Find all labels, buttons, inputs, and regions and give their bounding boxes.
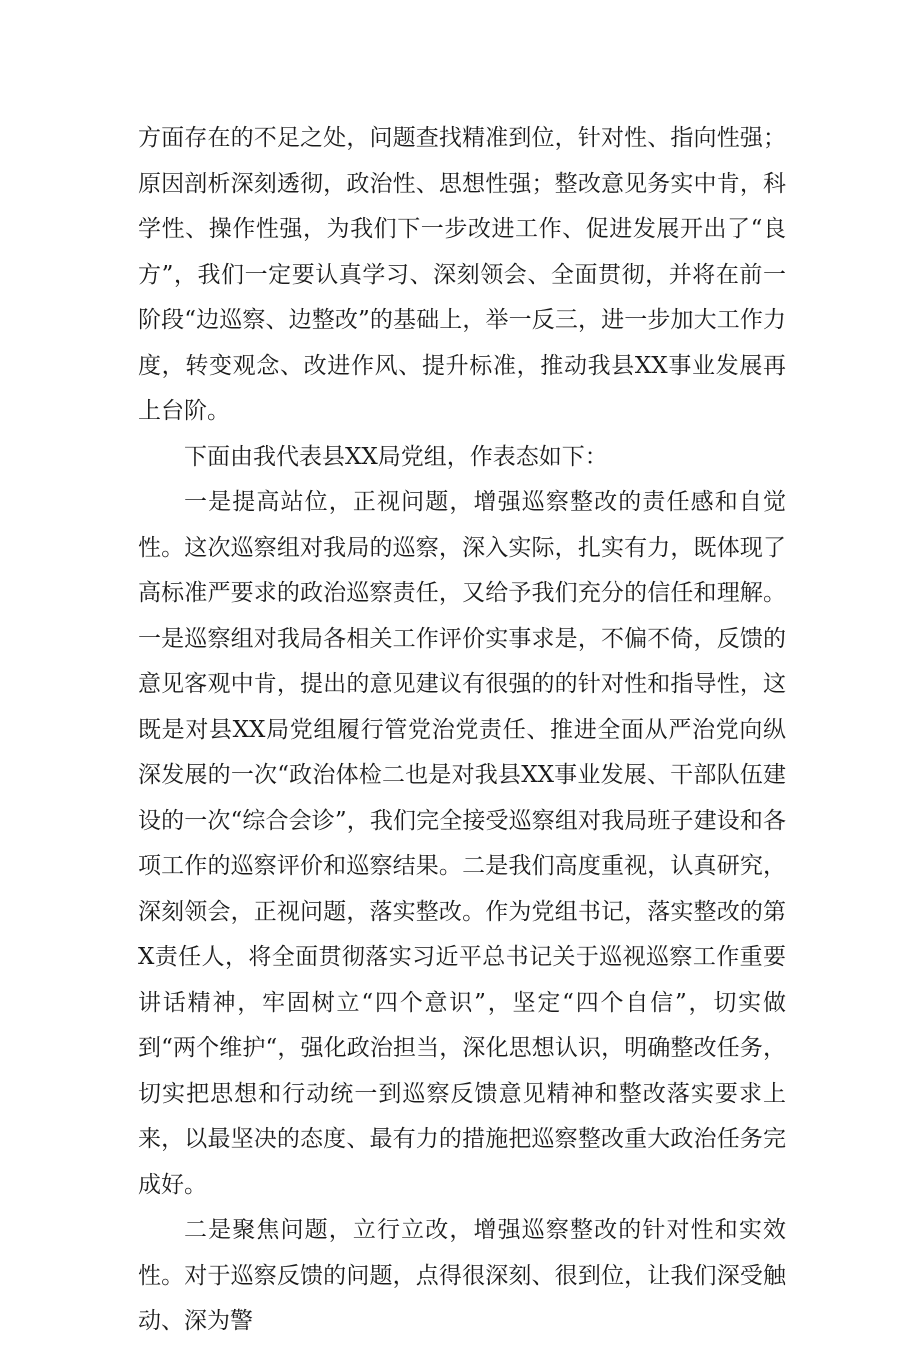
- paragraph-point-one: 一是提高站位，正视问题，增强巡察整改的责任感和自觉性。这次巡察组对我局的巡察，深入实际，扎实有力，既体现了高标准严要求的政治巡察责任，又给予我们充分的信任和理解。一是巡察组对我局各相关工作评价实事求是，不偏不倚，反馈的意见客观中肯，提出的意见建议有很强的的针对性和指导性，这既是对县XX局党组履行管党治党责任、推进全面从严治党向纵深发展的一次“政治体检二也是对我县XX事业发展、干部队伍建设的一次“综合会诊”，我们完全接受巡察组对我局班子建设和各项工作的巡察评价和巡察结果。二是我们高度重视，认真研究，深刻领会，正视问题，落实整改。作为党组书记，落实整改的第X责任人，将全面贯彻落实习近平总书记关于巡视巡察工作重要讲话精神，牢固树立“四个意识”，坚定“四个自信”，切实做到“两个维护“，强化政治担当，深化思想认识，明确整改任务，切实把思想和行动统一到巡察反馈意见精神和整改落实要求上来，以最坚决的态度、最有力的措施把巡察整改重大政治任务完成好。: [138, 489, 786, 1198]
- paragraph-statement-intro: 下面由我代表县XX局党组，作表态如下：: [184, 443, 608, 470]
- document-body: [138, 116, 786, 1345]
- paragraph-continuation: 方面存在的不足之处，问题查找精准到位，针对性、指向性强；原因剖析深刻透彻，政治性、思想性强；整改意见务实中肯，科学性、操作性强，为我们下一步改进工作、促进发展开出了“良方”，我们一定要认真学习、深刻领会、全面贯彻，并将在前一阶段“边巡察、边整改”的基础上，举一反三，进一步加大工作力度，转变观念、改进作风、提升标准，推动我县XX事业发展再上台阶。: [138, 125, 786, 424]
- paragraph-point-two: 二是聚焦问题，立行立改，增强巡察整改的针对性和实效性。对于巡察反馈的问题，点得很深刻、很到位，让我们深受触动、深为警: [138, 1217, 786, 1334]
